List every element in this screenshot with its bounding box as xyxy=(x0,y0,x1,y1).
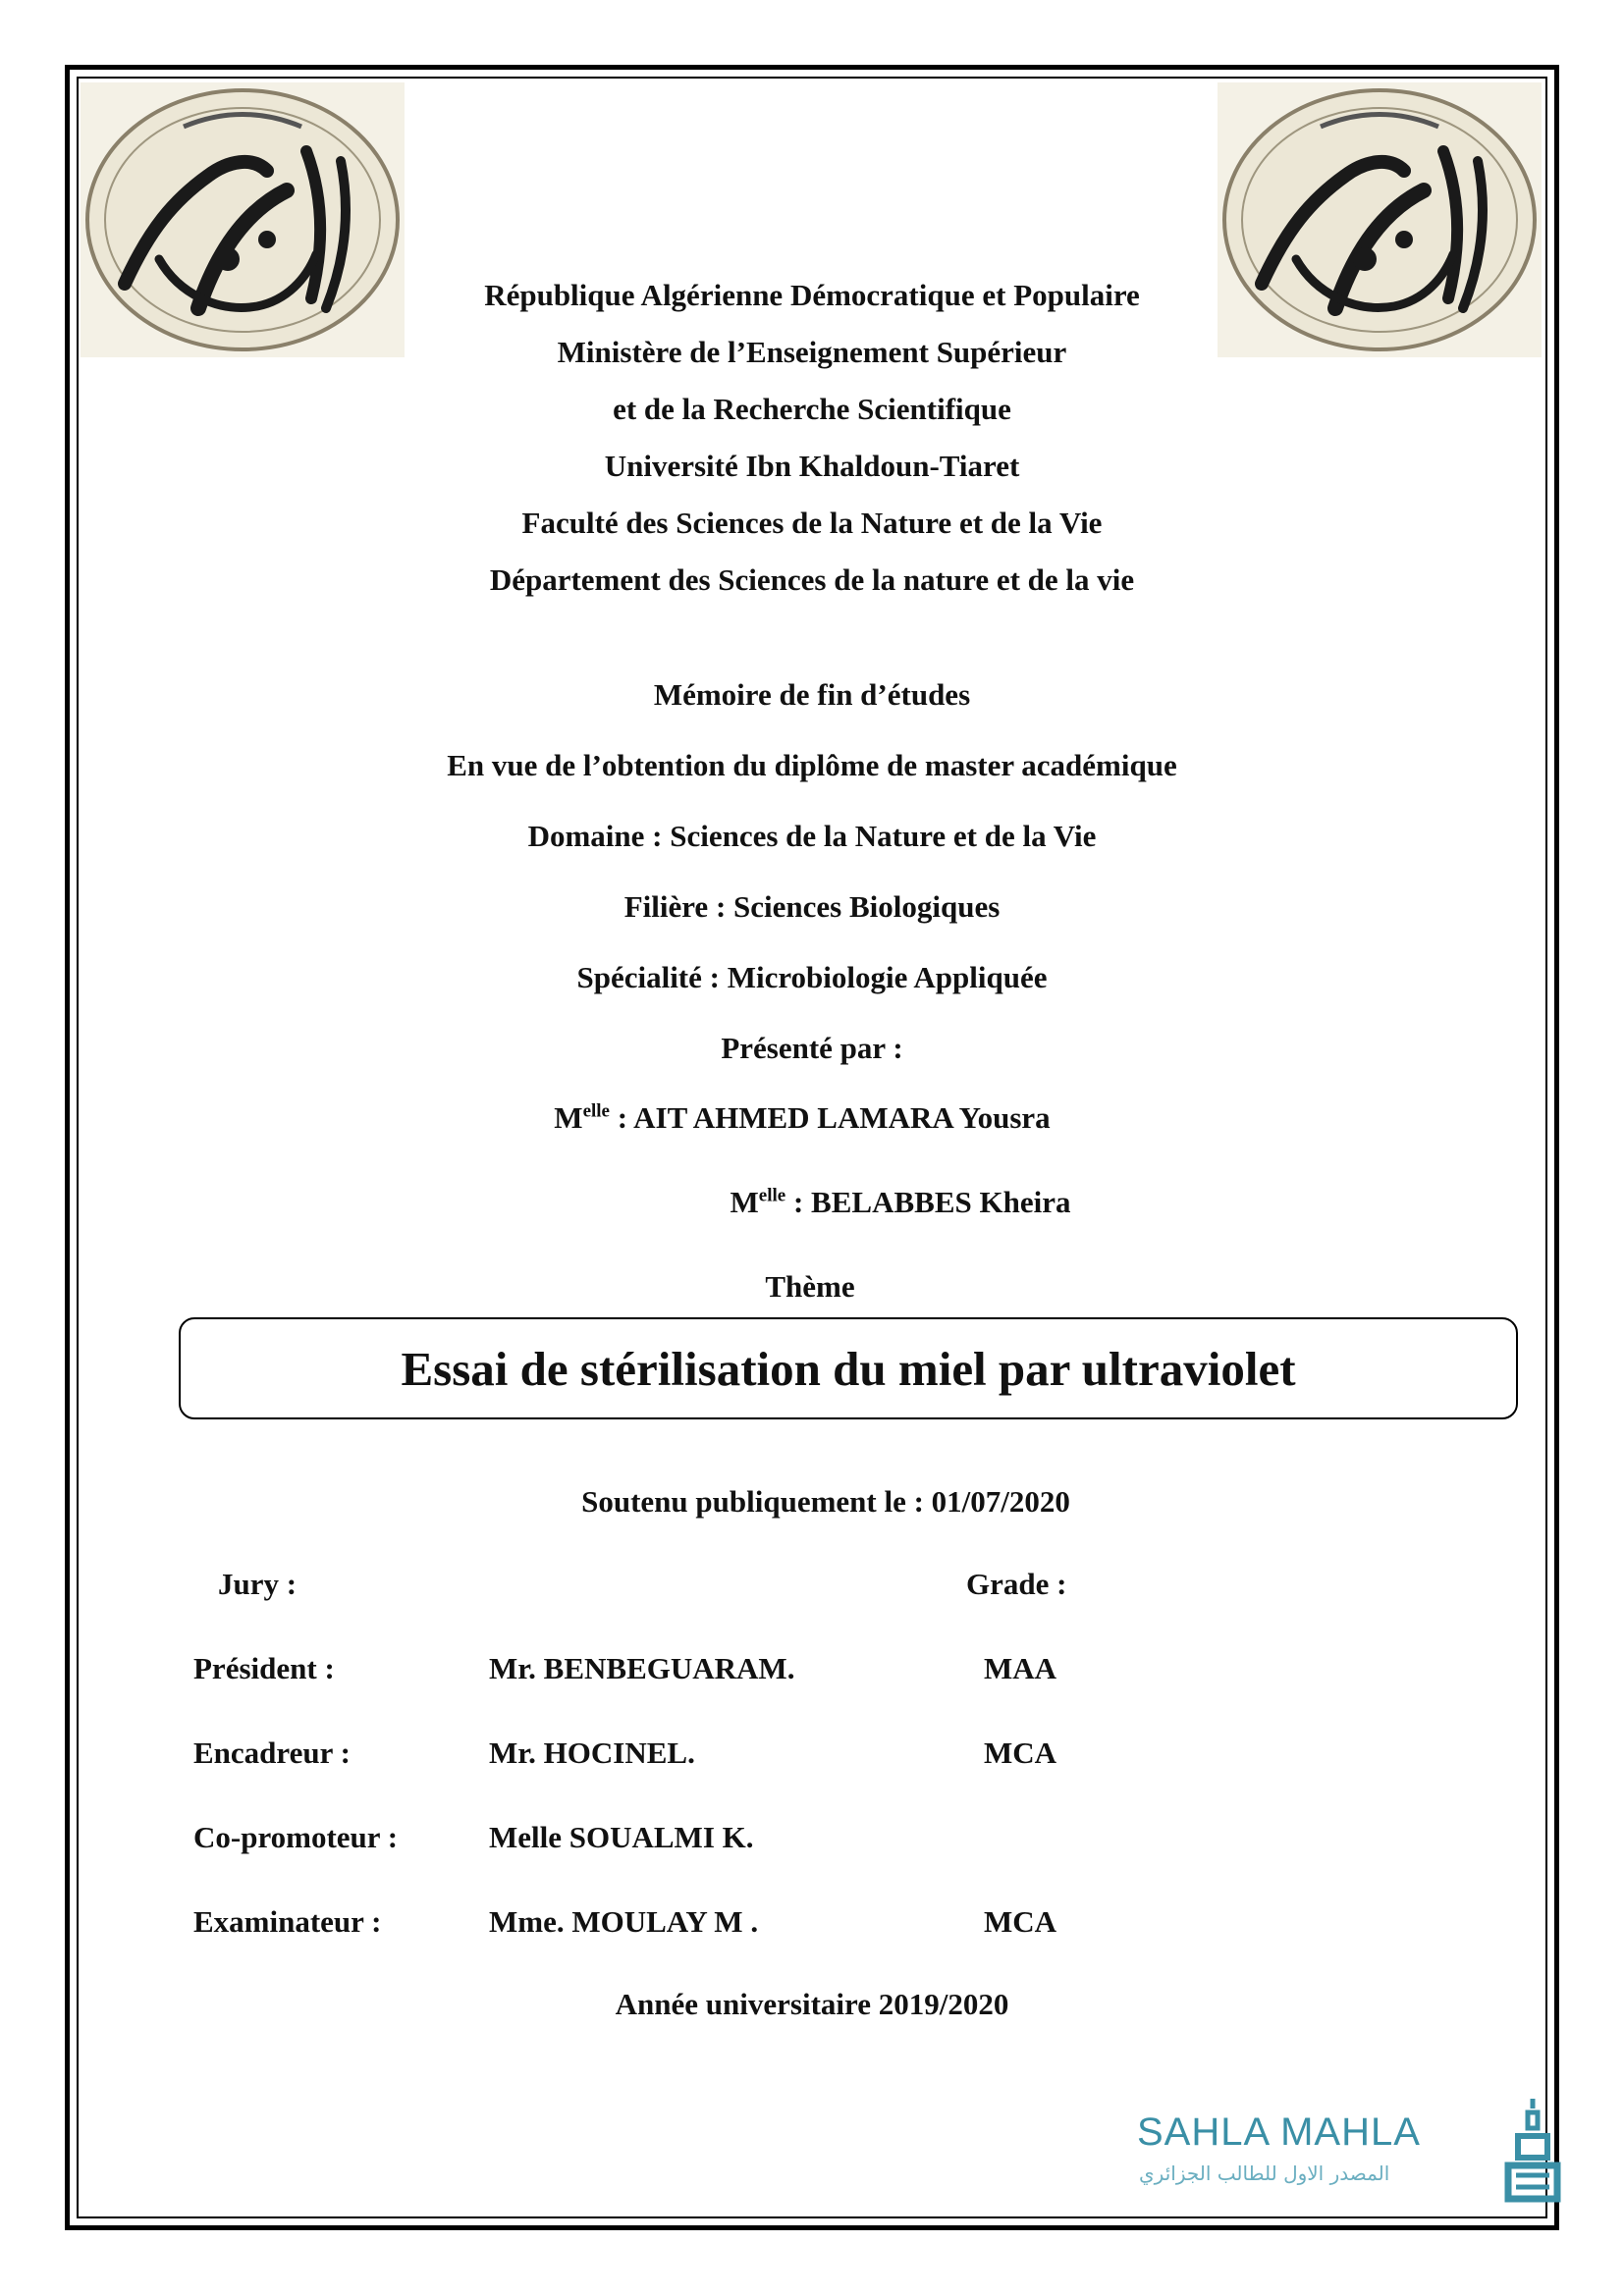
author-1 xyxy=(0,1100,1614,1136)
jury-row xyxy=(0,1735,1624,1779)
jury-name: Mr. HOCINEL. xyxy=(489,1735,695,1770)
jury-row xyxy=(0,1651,1624,1694)
jury-header xyxy=(0,1567,1624,1610)
theme-label: Thème xyxy=(765,1269,855,1304)
author-1-sup: elle xyxy=(582,1100,610,1122)
university-seal-left-icon xyxy=(81,82,405,357)
header-departement: Département des Sciences de la nature et de la vie xyxy=(489,562,1135,597)
author-2-name: : BELABBES Kheira xyxy=(785,1185,1071,1219)
jury-header-left: Jury : xyxy=(218,1567,298,1601)
jury-grade: MAA xyxy=(984,1651,1057,1685)
author-2 xyxy=(88,1185,1624,1220)
memoire-title: Mémoire de fin d’études xyxy=(653,677,971,712)
author-1-prefix: M xyxy=(554,1100,583,1135)
header-universite: Université Ibn Khaldoun-Tiaret xyxy=(604,449,1020,483)
soutenance-date: Soutenu publiquement le : 01/07/2020 xyxy=(581,1484,1070,1519)
memoire-specialite: Spécialité : Microbiologie Appliquée xyxy=(576,960,1048,994)
header-ministere: Ministère de l’Enseignement Supérieur xyxy=(557,335,1067,369)
sahla-mahla-watermark xyxy=(1137,2110,1569,2209)
jury-role: Examinateur : xyxy=(193,1904,382,1939)
annee-universitaire: Année universitaire 2019/2020 xyxy=(615,1987,1009,2021)
jury-name: Melle SOUALMI K. xyxy=(489,1820,754,1854)
jury-name: Mr. BENBEGUARAM. xyxy=(489,1651,795,1685)
theme-title-box xyxy=(179,1317,1518,1419)
jury-role: Co-promoteur : xyxy=(193,1820,399,1854)
memoire-filiere: Filière : Sciences Biologiques xyxy=(623,889,1001,924)
theme-title: Essai de stérilisation du miel par ultraviolet xyxy=(401,1341,1296,1396)
jury-role: Président : xyxy=(193,1651,335,1685)
author-2-prefix: M xyxy=(730,1185,759,1219)
jury-header-right: Grade : xyxy=(966,1567,1067,1601)
sahla-mahla-logo-icon xyxy=(1498,2093,1567,2211)
brand-name: SAHLA MAHLA xyxy=(1137,2110,1421,2154)
author-1-name: : AIT AHMED LAMARA Yousra xyxy=(610,1100,1051,1135)
header-faculte: Faculté des Sciences de la Nature et de la Vie xyxy=(521,506,1103,540)
jury-name: Mme. MOULAY M . xyxy=(489,1904,759,1939)
jury-row xyxy=(0,1820,1624,1863)
university-seal-right-icon xyxy=(1218,82,1542,357)
jury-grade: MCA xyxy=(984,1735,1057,1770)
author-2-sup: elle xyxy=(758,1185,786,1206)
brand-tagline: المصدر الاول للطالب الجزائري xyxy=(1139,2162,1390,2185)
jury-row xyxy=(0,1904,1624,1948)
header-republique: République Algérienne Démocratique et Populaire xyxy=(484,278,1140,312)
jury-role: Encadreur : xyxy=(193,1735,351,1770)
header-recherche: et de la Recherche Scientifique xyxy=(613,392,1011,426)
memoire-domaine: Domaine : Sciences de la Nature et de la Vie xyxy=(527,819,1097,853)
memoire-purpose: En vue de l’obtention du diplôme de master académique xyxy=(447,748,1177,782)
jury-grade: MCA xyxy=(984,1904,1057,1939)
presente-par: Présenté par : xyxy=(721,1031,903,1065)
